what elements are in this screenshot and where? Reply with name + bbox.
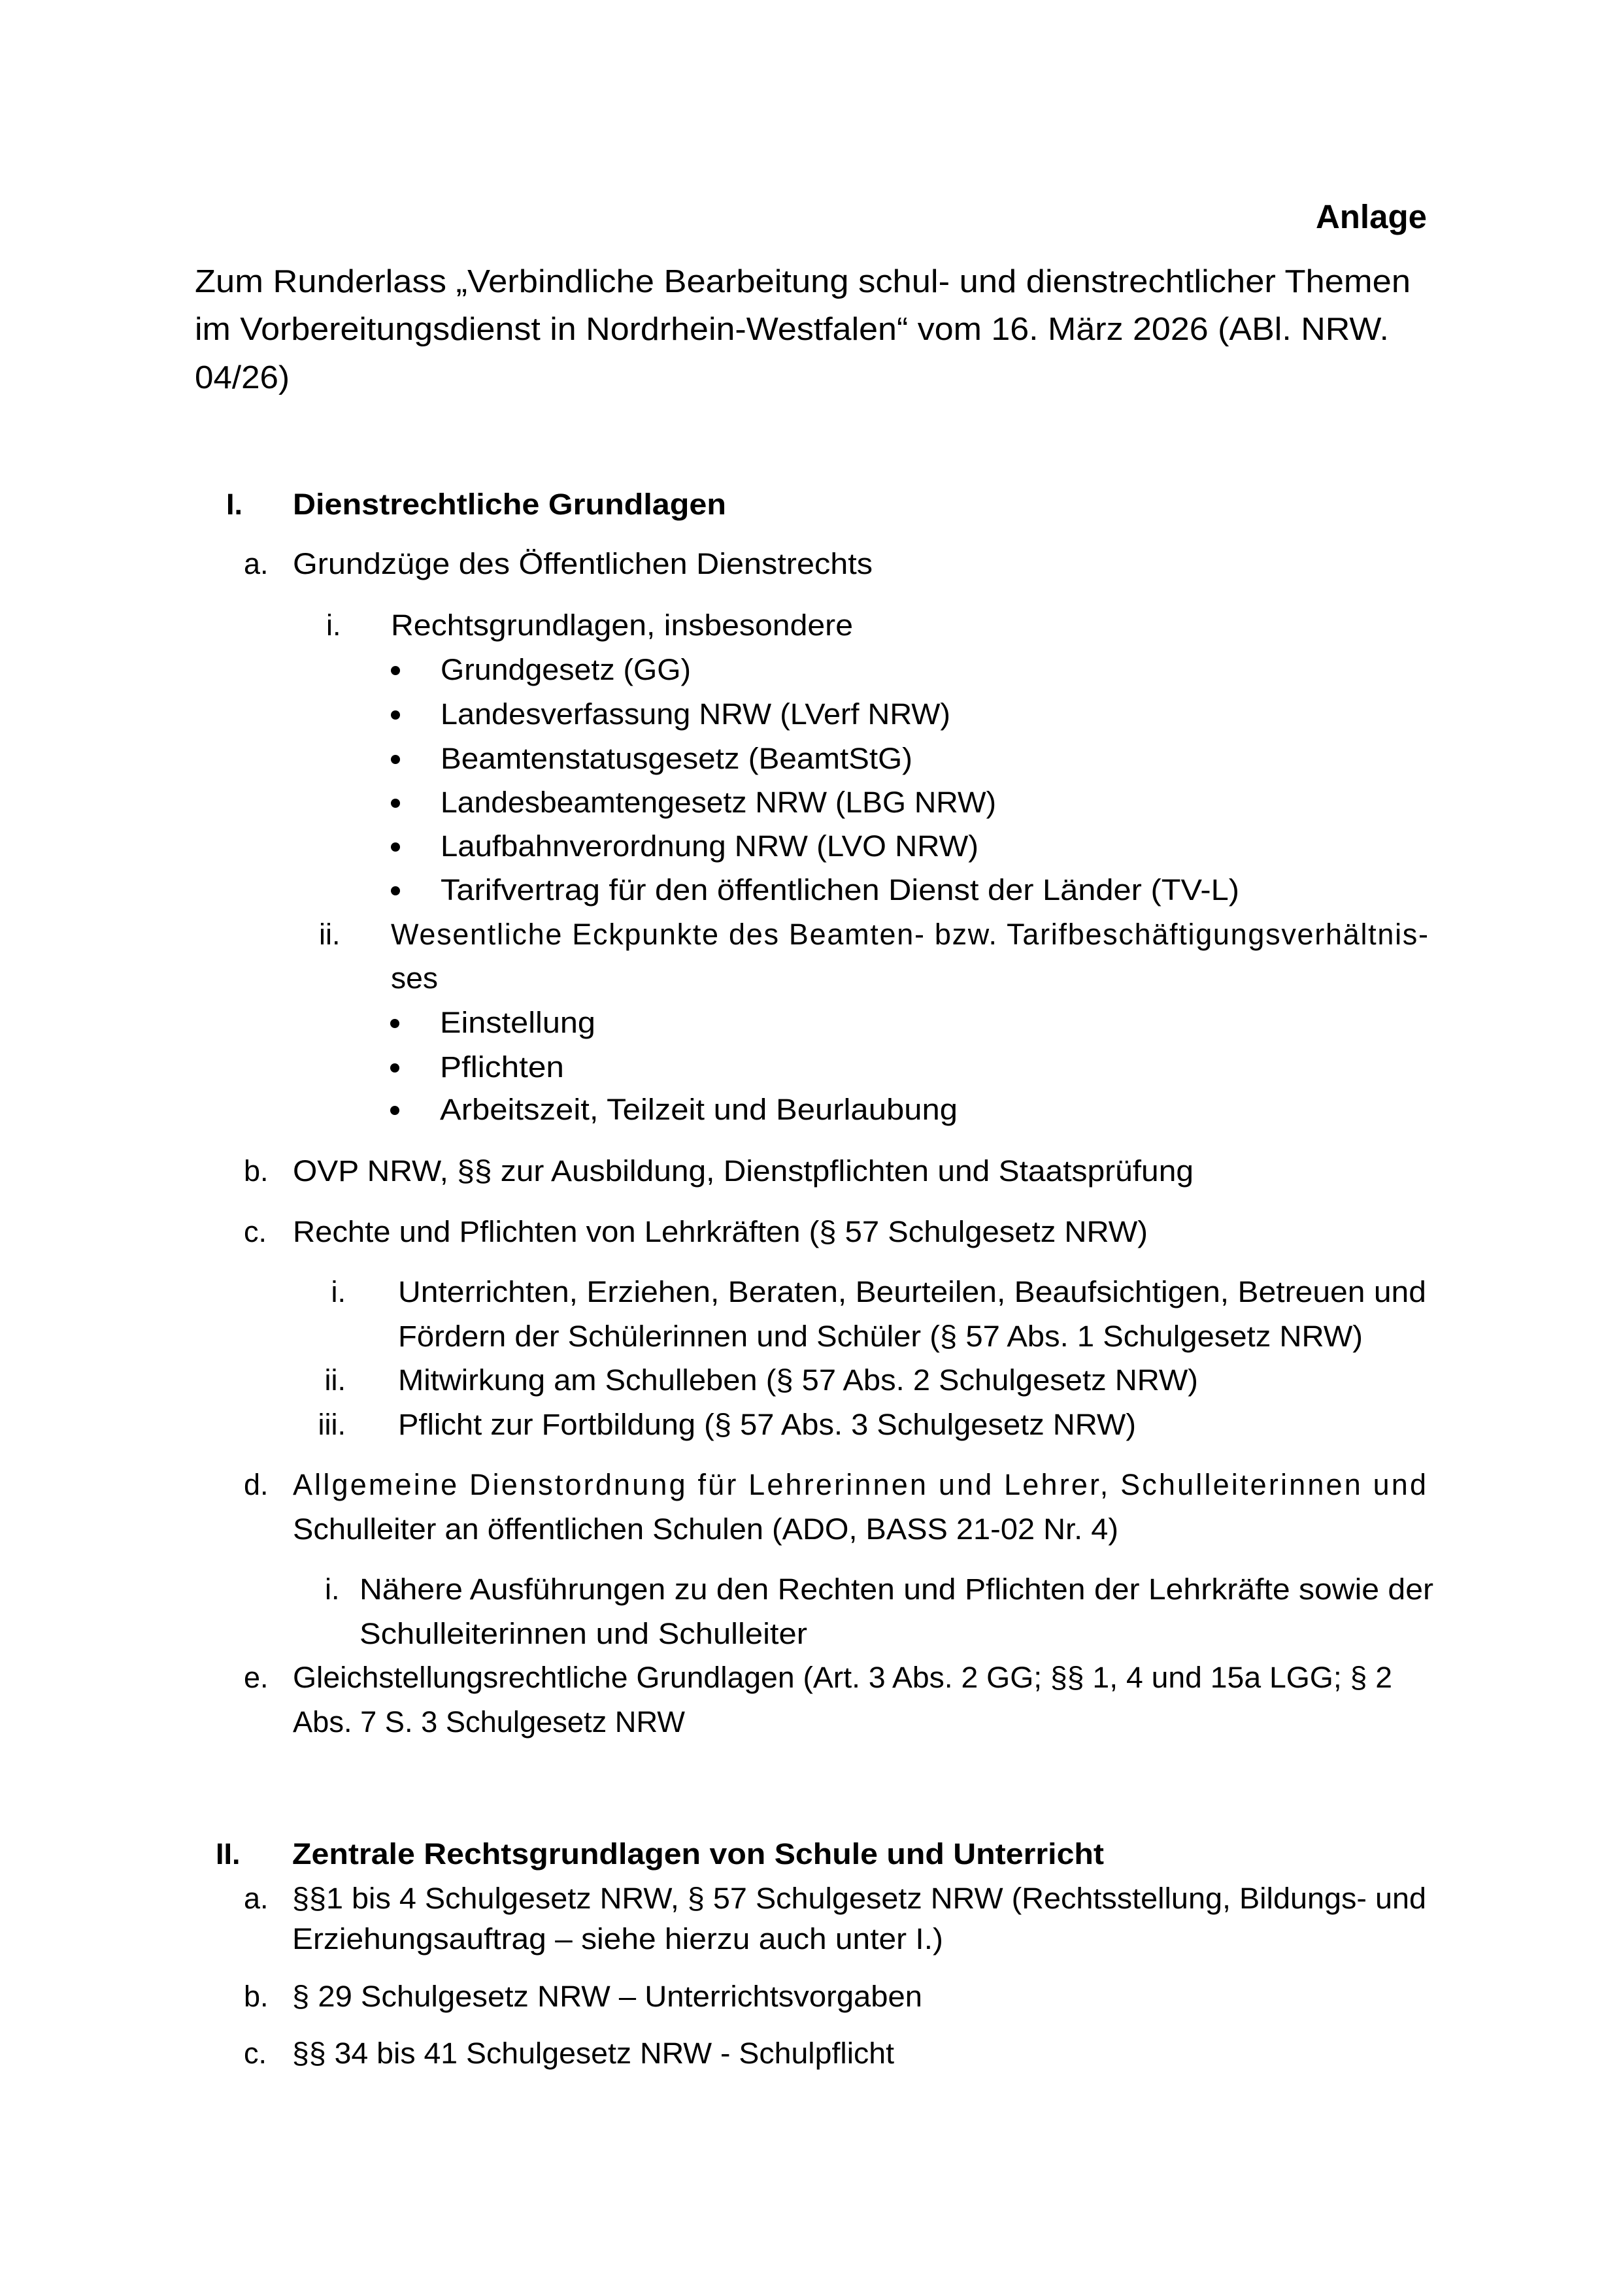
bullet-list <box>391 653 1239 907</box>
item-text: Rechte und Pflichten von Lehrkräften (§ 57 Schulgesetz NRW) <box>293 1215 1148 1248</box>
item-text: §§ 34 bis 41 Schulgesetz NRW - Schulpflicht <box>292 2037 895 2070</box>
item-marker: a. <box>244 547 269 580</box>
bullet-icon <box>391 755 400 764</box>
bullet-text: Einstellung <box>440 1006 595 1039</box>
item-text: OVP NRW, §§ zur Ausbildung, Dienstpflichten und Staatsprüfung <box>293 1154 1194 1188</box>
item-marker: d. <box>244 1468 269 1501</box>
bullet-icon <box>391 886 400 895</box>
item-marker: a. <box>244 1882 269 1915</box>
subitem-text: Pflicht zur Fortbildung (§ 57 Abs. 3 Schulgesetz NRW) <box>398 1408 1136 1441</box>
item-text: Grundzüge des Öffentlichen Dienstrechts <box>293 547 873 580</box>
bullet-text: Grundgesetz (GG) <box>441 653 691 686</box>
subitem-marker: ii. <box>324 1363 346 1397</box>
bullet-text: Landesverfassung NRW (LVerf NRW) <box>441 697 950 731</box>
item-text: § 29 Schulgesetz NRW – Unterrichtsvorgaben <box>292 1980 922 2013</box>
item-marker: e. <box>244 1661 269 1694</box>
bullet-text: Arbeitszeit, Teilzeit und Beurlaubung <box>440 1093 958 1126</box>
bullet-text: Laufbahnverordnung NRW (LVO NRW) <box>441 829 978 863</box>
item-text: Gleichstellungsrechtliche Grundlagen (Art. 3 Abs. 2 GG; §§ 1, 4 und 15a LGG; § 2 <box>293 1661 1392 1694</box>
bullet-icon <box>390 1063 399 1073</box>
list-item-b <box>244 1154 1194 1188</box>
subitem-text: Unterrichten, Erziehen, Beraten, Beurteilen, Beaufsichtigen, Betreuen und <box>398 1275 1426 1308</box>
intro-line: 04/26) <box>195 360 290 395</box>
list-item-a <box>244 1882 1426 1955</box>
subitem-text: Schulleiterinnen und Schulleiter <box>359 1617 808 1650</box>
item-text: §§1 bis 4 Schulgesetz NRW, § 57 Schulgesetz NRW (Rechtsstellung, Bildungs- und <box>292 1882 1426 1915</box>
subitem-text: Fördern der Schülerinnen und Schüler (§ 57 Abs. 1 Schulgesetz NRW) <box>398 1320 1363 1353</box>
list-item-a <box>244 547 1428 1126</box>
subitem-marker: ii. <box>319 918 341 951</box>
bullet-text: Beamtenstatusgesetz (BeamtStG) <box>441 742 912 775</box>
subitem-text: Mitwirkung am Schulleben (§ 57 Abs. 2 Schulgesetz NRW) <box>398 1363 1198 1397</box>
item-marker: c. <box>244 2037 267 2070</box>
subitem-text: Wesentliche Eckpunkte des Beamten- bzw. Tarifbeschäftigungsverhältnis- <box>391 918 1428 951</box>
bullet-icon <box>391 666 400 675</box>
intro-line: Zum Runderlass „Verbindliche Bearbeitung schul- und dienstrechtlicher Themen <box>195 264 1411 299</box>
list-item-c <box>244 2037 895 2070</box>
subitem-text: Rechtsgrundlagen, insbesondere <box>391 608 853 642</box>
section-title: Zentrale Rechtsgrundlagen von Schule und Unterricht <box>292 1837 1105 1871</box>
bullet-icon <box>390 1019 399 1028</box>
bullet-text: Landesbeamtengesetz NRW (LBG NRW) <box>441 786 996 819</box>
bullet-list <box>390 1006 958 1126</box>
section-title: Dienstrechtliche Grundlagen <box>293 488 726 521</box>
bullet-icon <box>390 1106 399 1115</box>
subitem-marker: iii. <box>318 1408 346 1441</box>
section-marker: II. <box>216 1837 241 1871</box>
subitem-marker: i. <box>331 1275 346 1308</box>
subitem-marker: i. <box>325 1572 340 1606</box>
list-item-b <box>244 1980 922 2013</box>
subitem-marker: i. <box>326 608 341 642</box>
intro-line: im Vorbereitungsdienst in Nordrhein-Westfalen“ vom 16. März 2026 (ABl. NRW. <box>195 312 1389 347</box>
item-marker: b. <box>244 1154 269 1188</box>
item-text: Erziehungsauftrag – siehe hierzu auch unter I.) <box>292 1922 943 1955</box>
item-text: Abs. 7 S. 3 Schulgesetz NRW <box>293 1705 686 1739</box>
item-marker: b. <box>244 1980 269 2013</box>
item-marker: c. <box>244 1215 267 1248</box>
list-item-d <box>244 1468 1433 1650</box>
item-text: Allgemeine Dienstordnung für Lehrerinnen und Lehrer, Schulleiterinnen und <box>293 1468 1426 1501</box>
subitem-text: Nähere Ausführungen zu den Rechten und Pflichten der Lehrkräfte sowie der <box>359 1572 1434 1606</box>
intro-paragraph <box>195 264 1411 395</box>
list-item-e <box>244 1661 1392 1739</box>
bullet-icon <box>391 710 400 720</box>
section-marker: I. <box>226 488 243 521</box>
bullet-icon <box>391 799 400 808</box>
bullet-icon <box>391 842 400 852</box>
subitem-text: ses <box>391 961 438 995</box>
list-item-c <box>244 1215 1426 1441</box>
item-text: Schulleiter an öffentlichen Schulen (ADO, BASS 21-02 Nr. 4) <box>293 1512 1118 1546</box>
bullet-text: Tarifvertrag für den öffentlichen Dienst der Länder (TV-L) <box>441 873 1239 907</box>
section-2 <box>216 1837 1426 2070</box>
document-label: Anlage <box>1315 198 1427 235</box>
bullet-text: Pflichten <box>440 1050 564 1084</box>
section-1 <box>226 488 1433 1739</box>
